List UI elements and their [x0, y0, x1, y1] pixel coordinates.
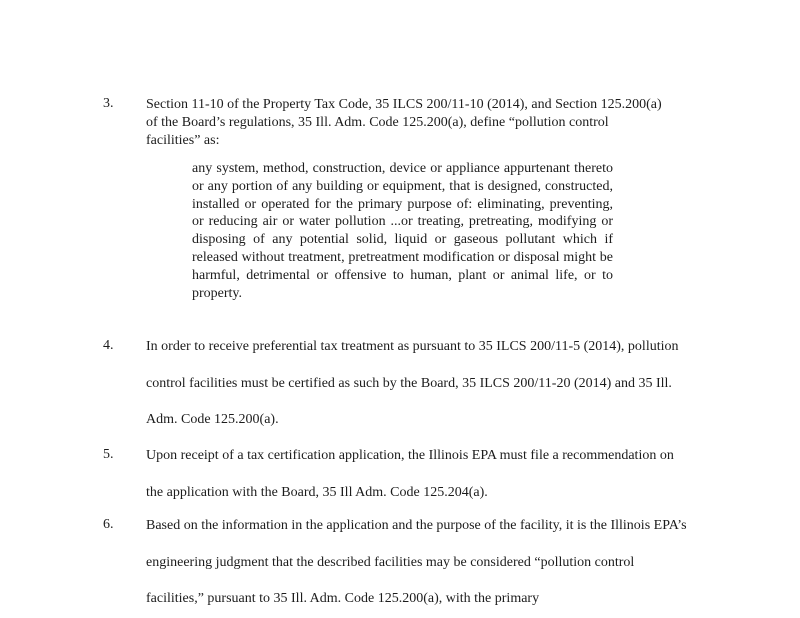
- paragraph-text: Based on the information in the application and the purpose of the facility, it is the Illinois EPA’s engineering judgment that the described facilities may be considered “pollution control facilities,” pursuant to 35 Ill. Adm. Code 125.200(a), with the primary: [146, 518, 687, 606]
- paragraph-text: In order to receive preferential tax treatment as pursuant to 35 ILCS 200/11-5 (2014), pollution control facilities must be certified as such by the Board, 35 ILCS 200/11-20 (2014) and 35 Ill. Adm. Code 125.200(a).: [146, 339, 679, 427]
- paragraph-number: 4.: [103, 338, 114, 353]
- paragraph-number: 5.: [103, 447, 114, 462]
- block-quote: any system, method, construction, device or appliance appurtenant thereto or any portion of any building or equipment, that is designed, constructed, installed or operated for the primary purpose of: eliminating, preventing, or reducing air or water pollution ...or treating, pretreating, modifying or disposing of any potential solid, liquid or gaseous pollutant which if released without treatment, pretreatment modification or disposal might be harmful, detrimental or offensive to human, plant or animal life, or to property.: [192, 161, 613, 301]
- paragraph-text: Section 11-10 of the Property Tax Code, 35 ILCS 200/11-10 (2014), and Section 125.200(a) of the Board’s regulations, 35 Ill. Adm. Code 125.200(a), define “pollution control facilities” as:: [146, 97, 662, 148]
- paragraph-number: 3.: [103, 96, 114, 111]
- paragraph-number: 6.: [103, 517, 114, 532]
- paragraph-text: Upon receipt of a tax certification application, the Illinois EPA must file a recommendation on the application with the Board, 35 Ill Adm. Code 125.204(a).: [146, 448, 674, 500]
